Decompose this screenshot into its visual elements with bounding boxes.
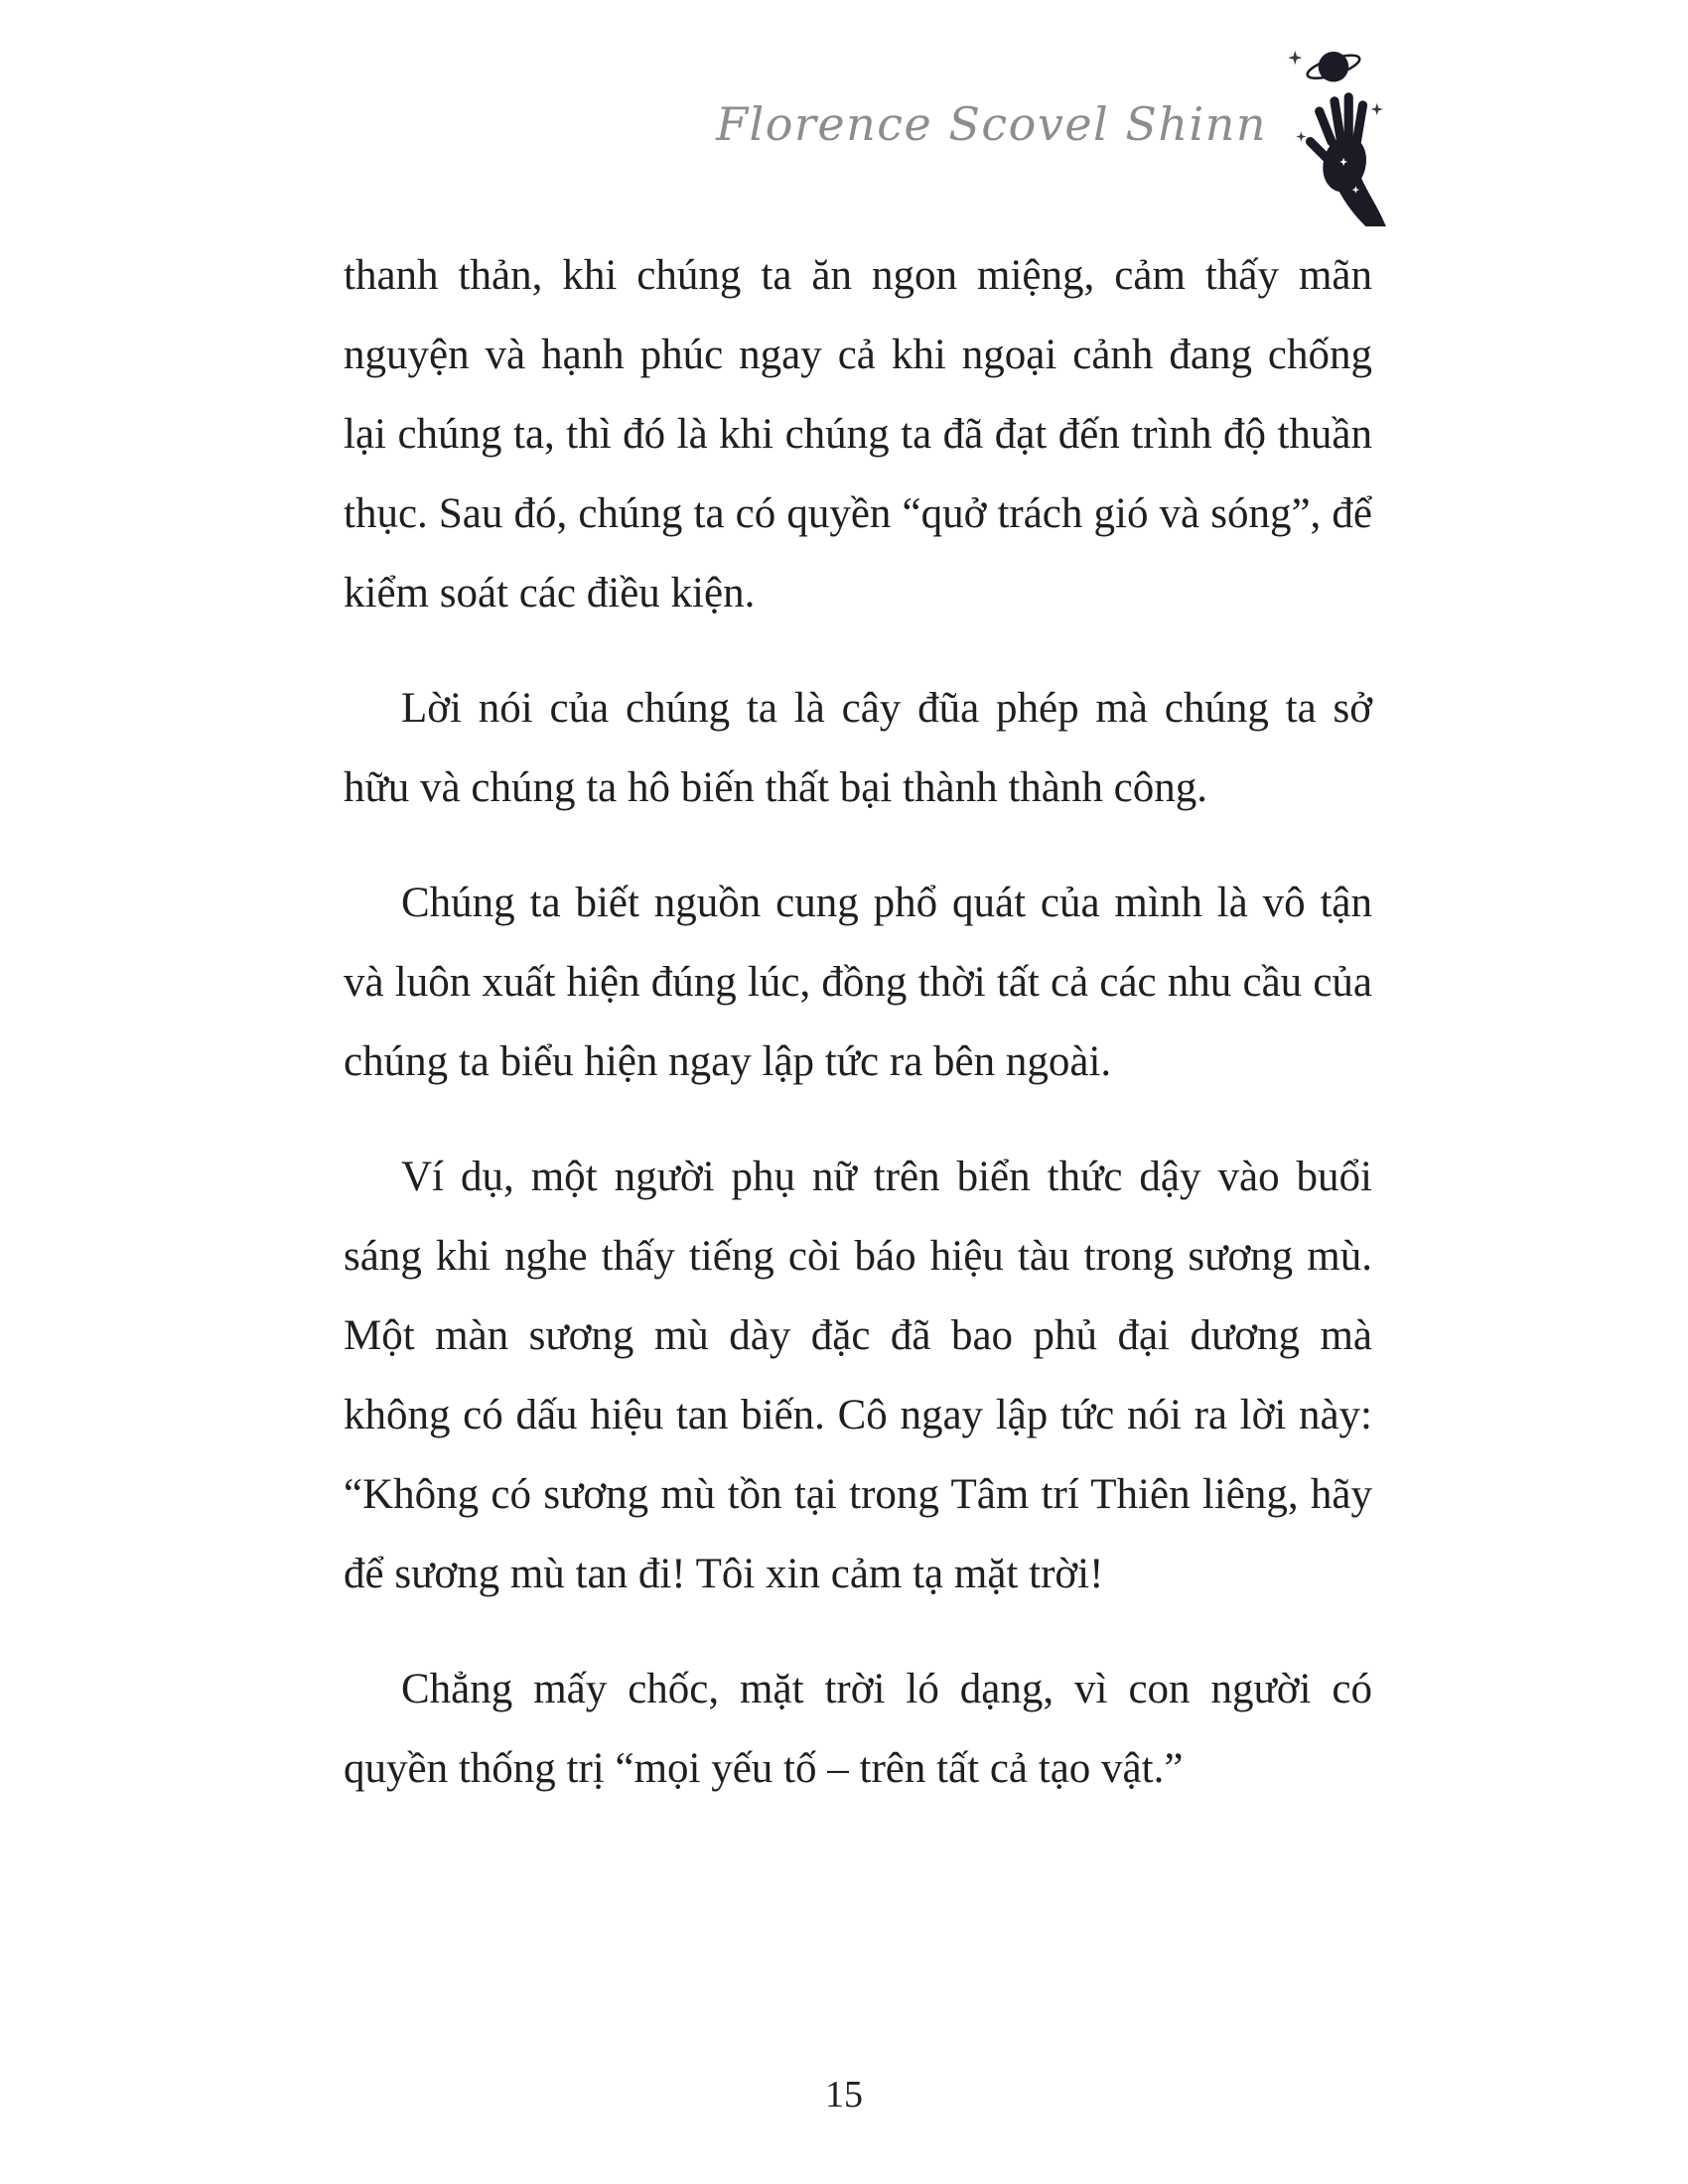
paragraph: Chúng ta biết nguồn cung phổ quát của mình là vô tận và luôn xuất hiện đúng lúc, đồng thời tất cả các nhu cầu của chúng ta biểu hiện ngay lập tức ra bên ngoài. <box>344 880 1372 1085</box>
paragraph: Ví dụ, một người phụ nữ trên biển thức dậy vào buổi sáng khi nghe thấy tiếng còi báo hiệu tàu trong sương mù. Một màn sương mù dày đặc đã bao phủ đại dương mà không có dấu hiệu tan biến. Cô ngay lập tức nói ra lời này: “Không có sương mù tồn tại trong Tâm trí Thiên liêng, hãy để sương mù tan đi! Tôi xin cảm tạ mặt trời! <box>344 1154 1372 1597</box>
page-body <box>344 236 1372 1844</box>
paragraph: Lời nói của chúng ta là cây đũa phép mà chúng ta sở hữu và chúng ta hô biến thất bại thành thành công. <box>344 685 1372 811</box>
page-footer <box>0 2073 1688 2116</box>
paragraph: thanh thản, khi chúng ta ăn ngon miệng, cảm thấy mãn nguyện và hạnh phúc ngay cả khi ngoại cảnh đang chống lại chúng ta, thì đó là khi chúng ta đã đạt đến trình độ thuần thục. Sau đó, chúng ta có quyền “quở trách gió và sóng”, để kiểm soát các điều kiện. <box>344 252 1372 616</box>
page-header <box>0 0 1688 248</box>
paragraph: Chẳng mấy chốc, mặt trời ló dạng, vì con người có quyền thống trị “mọi yếu tố – trên tất cả tạo vật.” <box>344 1666 1372 1792</box>
author-name: Florence Scovel Shinn <box>716 97 1267 151</box>
planet-icon <box>1305 51 1361 82</box>
hand-icon <box>1311 97 1386 226</box>
hand-planet-illustration <box>1281 38 1392 231</box>
page-number: 15 <box>825 2074 863 2116</box>
